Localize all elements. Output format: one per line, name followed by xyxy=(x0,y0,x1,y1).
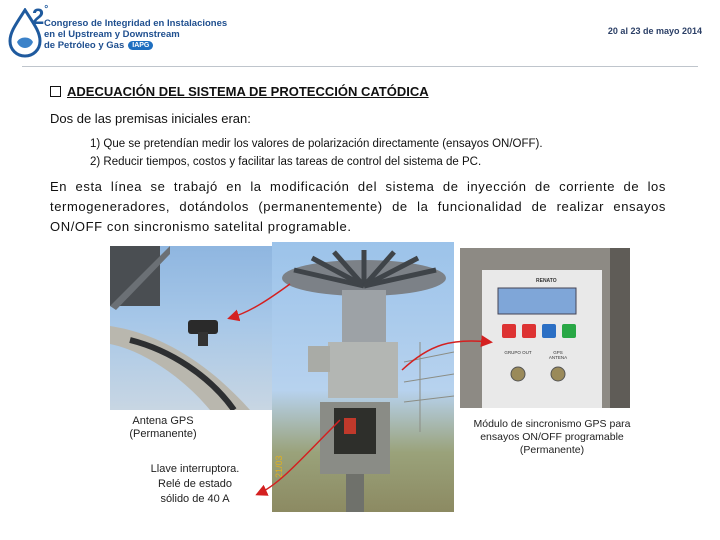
sync-module-photo xyxy=(460,248,630,408)
intro-text: Dos de las premisas iniciales eran: xyxy=(50,111,251,126)
description-paragraph: En esta línea se trabajó en la modificación del sistema de inyección de corriente de los termogeneradores, dotándolos (permanentemente) de la funcionalidad de realizar ensayos ON/OFF con sincronismo satelital programable. xyxy=(50,179,666,234)
date-stamp: 21/03 xyxy=(274,455,284,478)
thermogenerator-photo xyxy=(272,242,454,512)
caption-switch: Llave interruptora. Relé de estado sólido de 40 A xyxy=(150,463,240,505)
device-brand: RENATO xyxy=(536,278,557,284)
premise-item: 1) Que se pretendían medir los valores de polarización directamente (ensayos ON/OFF). xyxy=(90,138,543,150)
event-dates: 20 al 23 de mayo 2014 xyxy=(607,26,702,36)
section-heading: ADECUACIÓN DEL SISTEMA DE PROTECCIÓN CATÓDICA xyxy=(50,84,429,99)
button-label-gps: GPS ANTENA xyxy=(548,350,568,360)
iapg-badge: IAPG xyxy=(128,41,153,50)
logo-number: 2° xyxy=(32,4,49,29)
congress-logo xyxy=(8,4,268,60)
logo-text: Congreso de Integridad en Instalaciones en el Upstream y Downstream de Petróleo y Gas IAPG xyxy=(44,18,228,51)
button-label-grupo: GRUPO OUT xyxy=(504,350,532,355)
gps-antenna-photo xyxy=(110,246,280,410)
checkbox-bullet-icon xyxy=(50,86,61,97)
header-divider xyxy=(22,66,698,67)
caption-gps-antenna: Antena GPS (Permanente) xyxy=(129,415,197,440)
premise-item: 2) Reducir tiempos, costos y facilitar las tareas de control del sistema de PC. xyxy=(90,156,482,168)
caption-sync-module: Módulo de sincronismo GPS para ensayos ON/OFF programable (Permanente) xyxy=(473,418,631,456)
